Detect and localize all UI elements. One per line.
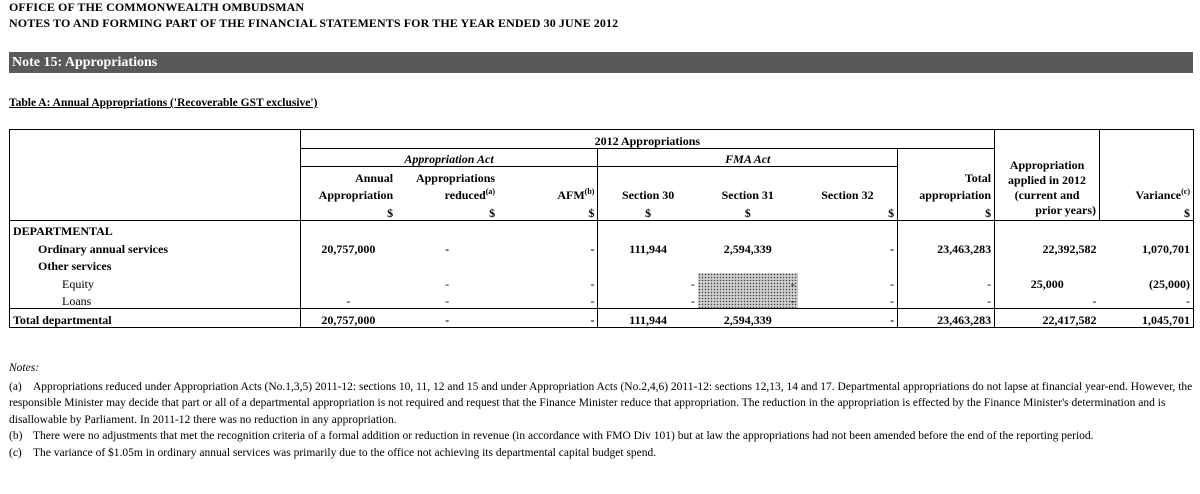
cell-value: -	[445, 241, 450, 256]
unit-total: $	[898, 202, 995, 220]
table-header-row-1	[10, 130, 1194, 149]
table-row	[10, 220, 1194, 238]
appropriations-table	[9, 129, 1194, 328]
unit-afm: $	[498, 202, 598, 220]
unit-s32: $	[798, 202, 898, 220]
note-title-bar: Note 15: Appropriations	[9, 52, 1193, 73]
col-section-30: Section 30	[598, 185, 698, 203]
table-row	[10, 291, 1194, 309]
cell-value: 2,594,339	[698, 309, 798, 328]
cell-value: -	[445, 294, 450, 308]
table-title: Table A: Annual Appropriations ('Recoverable GST exclusive')	[9, 97, 318, 109]
col-variance: Variance$^{(c)}$	[1100, 185, 1194, 203]
unit-reduced: $	[396, 202, 498, 220]
cell-value: -	[590, 294, 595, 308]
unit-variance: $	[1100, 202, 1194, 220]
appropriation-act-header: Appropriation Act	[300, 148, 598, 167]
col-section-32: Section 32	[821, 188, 874, 202]
row-label-other: Other services	[10, 256, 301, 274]
fma-act-header: FMA Act	[598, 148, 898, 167]
unit-annual: $	[300, 202, 396, 220]
cell-value: 1,045,701	[1100, 309, 1194, 328]
table-row	[10, 273, 1194, 291]
cell-value: -	[898, 273, 995, 291]
table-row	[10, 238, 1194, 256]
col-annual-line2: Appropriation	[300, 185, 396, 203]
row-label-header	[10, 130, 301, 221]
row-label-ordinary: Ordinary annual services	[10, 238, 301, 256]
cell-value: 23,463,283	[898, 238, 995, 256]
cell-value: -	[890, 241, 895, 256]
note-c: (c) The variance of $1.05m in ordinary annual services was primarily due to the office not achieving its departmental capital budget spend.	[9, 446, 657, 459]
shaded-cell: -	[698, 291, 798, 309]
cell-value: -	[1100, 291, 1194, 309]
cell-value: 111,944	[598, 309, 698, 328]
cell-value: -	[598, 291, 698, 309]
cell-value: 1,070,701	[1100, 238, 1194, 256]
cell-value: 23,463,283	[898, 309, 995, 328]
row-label-loans: Loans	[10, 291, 301, 309]
col-total-line2: appropriation	[898, 185, 995, 203]
cell-value: -	[445, 276, 450, 291]
cell-value: 22,392,582	[995, 238, 1100, 256]
row-label-total: Total departmental	[10, 309, 301, 328]
col-reduced-line2: reduced$^{(a)}$	[444, 187, 496, 202]
col-total-line1: Total	[898, 167, 995, 185]
unit-s31: $	[698, 202, 798, 220]
cell-value: (25,000)	[1100, 273, 1194, 291]
row-label-departmental: DEPARTMENTAL	[10, 220, 301, 238]
cell-value: 20,757,000	[300, 309, 396, 328]
cell-value: -	[590, 276, 595, 291]
cell-value: -	[798, 309, 898, 328]
col-annual-line1: Annual	[300, 167, 396, 185]
note-a: (a) Appropriations reduced under Appropriation Acts (No.1,3,5) 2011-12: sections 10, 11, 12 and 15 and under Appropriation Acts (No.2,4,6) 2011-12: sections 12,13, 14 and 17. Departmental appropriations do not lapse at financial year-end. However, the responsible Minister may decide that part or all of a departmental appropriation is not required and request that the Finance Minister reduce that appropriation. The reduction in the appropriation is effected by the Finance Minister's determination and is disallowable by Parliament. In 2011-12 there was no reduction in any appropriation.	[9, 380, 1193, 426]
table-row	[10, 256, 1194, 274]
cell-value: -	[300, 291, 396, 309]
cell-value: 20,757,000	[300, 238, 396, 256]
notes-heading: Notes:	[9, 362, 40, 374]
cell-value: -	[396, 309, 498, 328]
cell-value: 25,000	[995, 273, 1100, 291]
unit-s30: $	[598, 202, 698, 220]
cell-value: -	[995, 291, 1100, 309]
note-b: (b) There were no adjustments that met the recognition criteria of a formal addition or reduction in revenue (in accordance with FMO Div 101) but at law the appropriations had not been amended before the end of the reporting period.	[9, 430, 1094, 442]
cell-value: 2,594,339	[723, 241, 772, 256]
table-row-total	[10, 309, 1194, 328]
cell-value: -	[598, 273, 698, 291]
org-name: OFFICE OF THE COMMONWEALTH OMBUDSMAN	[9, 0, 305, 14]
col-reduced-line1: Appropriations	[415, 170, 496, 185]
col-afm: AFM$^{(b)}$	[557, 187, 595, 202]
cell-value: -	[890, 276, 895, 291]
shaded-cell: -	[698, 273, 798, 291]
group-header-2012: 2012 Appropriations	[300, 130, 994, 149]
cell-value: -	[590, 241, 595, 256]
cell-value: -	[898, 291, 995, 309]
notes-section	[9, 360, 1195, 461]
col-section-31: Section 31	[721, 188, 774, 202]
cell-value	[300, 273, 396, 291]
cell-value: -	[890, 294, 895, 308]
statement-subtitle: NOTES TO AND FORMING PART OF THE FINANCIAL STATEMENTS FOR THE YEAR ENDED 30 JUNE 2012	[9, 16, 619, 30]
cell-value: 22,417,582	[995, 309, 1100, 328]
applied-header: Appropriation applied in 2012 (current and prior years)	[995, 130, 1100, 221]
row-label-equity: Equity	[10, 273, 301, 291]
cell-value: 111,944	[598, 238, 698, 256]
cell-value: -	[498, 309, 598, 328]
